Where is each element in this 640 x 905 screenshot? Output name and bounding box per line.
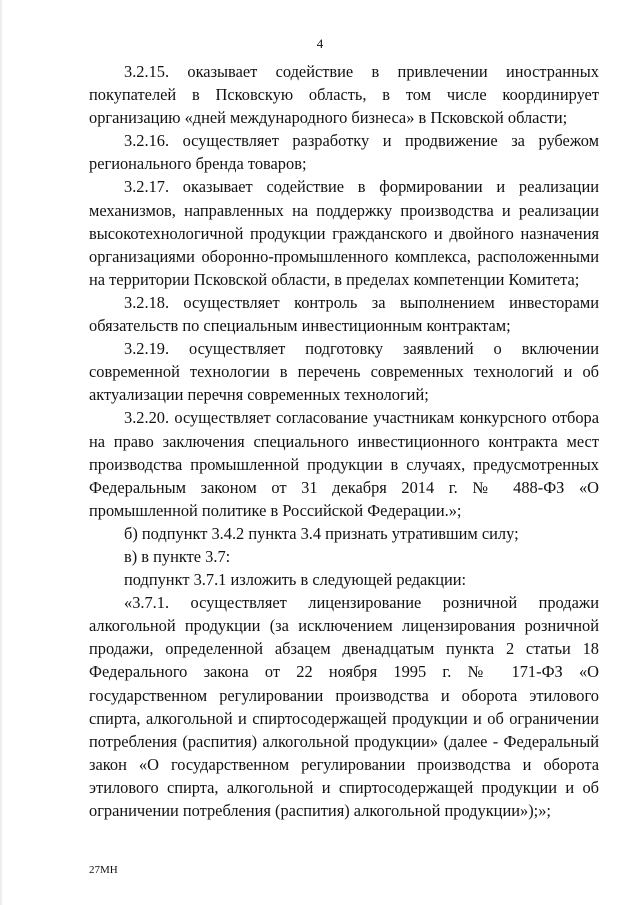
page-number: 4 xyxy=(316,36,324,51)
footer-code: 27МН xyxy=(89,864,118,876)
paragraph-3-2-18: 3.2.18. осуществляет контроль за выполнением инвесторами обязательств по специальным инвестиционным контрактам; xyxy=(89,292,599,336)
paragraph-v: в) в пункте 3.7: xyxy=(124,546,231,566)
paragraph-3-2-17: 3.2.17. оказывает содействие в формировании и реализации механизмов, направленных на поддержку производства и реализации высокотехнологичной продукции гражданского и двойного назначения организациями оборонно-промышленного комплекса, расположенными на территории Псковской области, в пределах компетенции Комитета; xyxy=(89,177,599,289)
paragraph-3-2-16: 3.2.16. осуществляет разработку и продвижение за рубежом регионального бренда товаров; xyxy=(89,131,599,174)
paragraph-subpoint-intro: подпункт 3.7.1 изложить в следующей редакции: xyxy=(124,570,467,590)
document-body xyxy=(89,60,599,822)
paragraph-3-2-15: 3.2.15. оказывает содействие в привлечении иностранных покупателей в Псковскую область, в том числе координирует организацию «дней международного бизнеса» в Псковской области; xyxy=(89,62,599,128)
paragraph-3-2-20: 3.2.20. осуществляет согласование участникам конкурсного отбора на право заключения специального инвестиционного контракта мест производства промышленной продукции в случаях, предусмотренных Федеральным законом от 31 декабря 2014 г. № 488-ФЗ «О промышленной политике в Российской Федерации.»; xyxy=(89,408,599,520)
scan-edge xyxy=(0,0,3,905)
paragraph-3-7-1: «3.7.1. осуществляет лицензирование розничной продажи алкогольной продукции (за исключением лицензирования розничной продажи, определенной абзацем двенадцатым пункта 2 статьи 18 Федерального закона от 22 ноября 1995 г. № 171-ФЗ «О государственном регулировании производства и оборота этилового спирта, алкогольной и спиртосодержащей продукции и об ограничении потребления (распития) алкогольной продукции» (далее - Федеральный закон «О государственном регулировании производства и оборота этилового спирта, алкогольной и спиртосодержащей продукции и об ограничении потребления (распития) алкогольной продукции»);»; xyxy=(89,593,599,820)
paragraph-3-2-19: 3.2.19. осуществляет подготовку заявлений о включении современной технологии в перечень современных технологий и об актуализации перечня современных технологий; xyxy=(89,339,599,405)
paragraph-b: б) подпункт 3.4.2 пункта 3.4 признать утратившим силу; xyxy=(124,523,519,543)
